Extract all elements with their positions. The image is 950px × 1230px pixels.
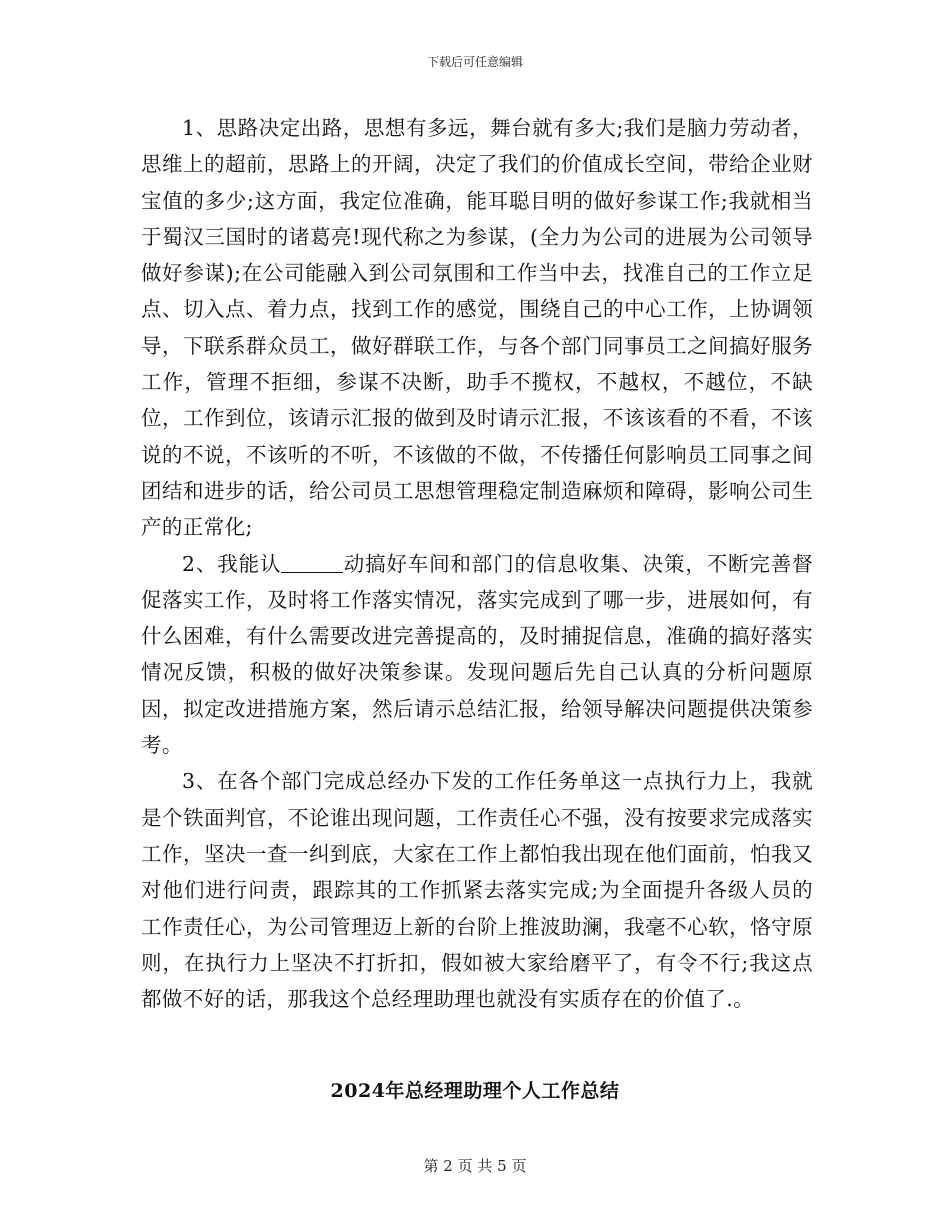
paragraph-3: 3、在各个部门完成总经办下发的工作任务单这一点执行力上，我就是个铁面判官，不论谁出现问题，工作责任心不强，没有按要求完成落实工作，坚决一查一纠到底，大家在工作上都怕我出现在他们面前，怕我又对他们进行问责，跟踪其的工作抓紧去落实完成;为全面提升各级人员的工作责任心，为公司管理迈上新的台阶上推波助澜，我毫不心软，恪守原则，在执行力上坚决不打折扣，假如被大家给磨平了，有令不行;我这点都做不好的话，那我这个总经理助理也就没有实质存在的价值了.。 [141,769,813,1012]
fill-in-blank [281,571,343,573]
paragraph-1: 1、思路决定出路，思想有多远，舞台就有多大;我们是脑力劳动者，思维上的超前，思路上的开阔，决定了我们的价值成长空间，带给企业财宝值的多少;这方面，我定位准确，能耳聪目明的做好参谋工作;我就相当于蜀汉三国时的诸葛亮!现代称之为参谋，(全力为公司的进展为公司领导做好参谋);在公司能融入到公司氛围和工作当中去，找准自己的工作立足点、切入点、着力点，找到工作的感觉，围绕自己的中心工作，上协调领导，下联系群众员工，做好群联工作，与各个部门同事员工之间搞好服务工作，管理不拒细，参谋不决断，助手不揽权，不越权，不越位，不缺位，工作到位，该请示汇报的做到及时请示汇报，不该该看的不看，不该说的不说，不该听的不听，不该做的不做，不传播任何影响员工同事之间团结和进步的话，给公司员工思想管理稳定制造麻烦和障碍，影响公司生产的正常化; [141,116,813,540]
paragraph-2-rest: 动搞好车间和部门的信息收集、决策，不断完善督促落实工作，及时将工作落实情况，落实完成到了哪一步，进展如何，有什么困难，有什么需要改进完善提高的，及时捕捉信息，准确的搞好落实情况反馈，积极的做好决策参谋。发现问题后先自己认真的分析问题原因，拟定改进措施方案，然后请示总结汇报，给领导解决问题提供决策参考。 [141,551,813,758]
document-title: 2024年总经理助理个人工作总结 [330,1080,620,1102]
document-body [141,110,813,1017]
paragraph-2 [141,546,813,764]
page-header-note: 下载后可任意编辑 [426,55,523,69]
page-number: 第 2 页 共 5 页 [423,1157,527,1175]
paragraph-2-start: 2、我能认 [182,551,282,576]
